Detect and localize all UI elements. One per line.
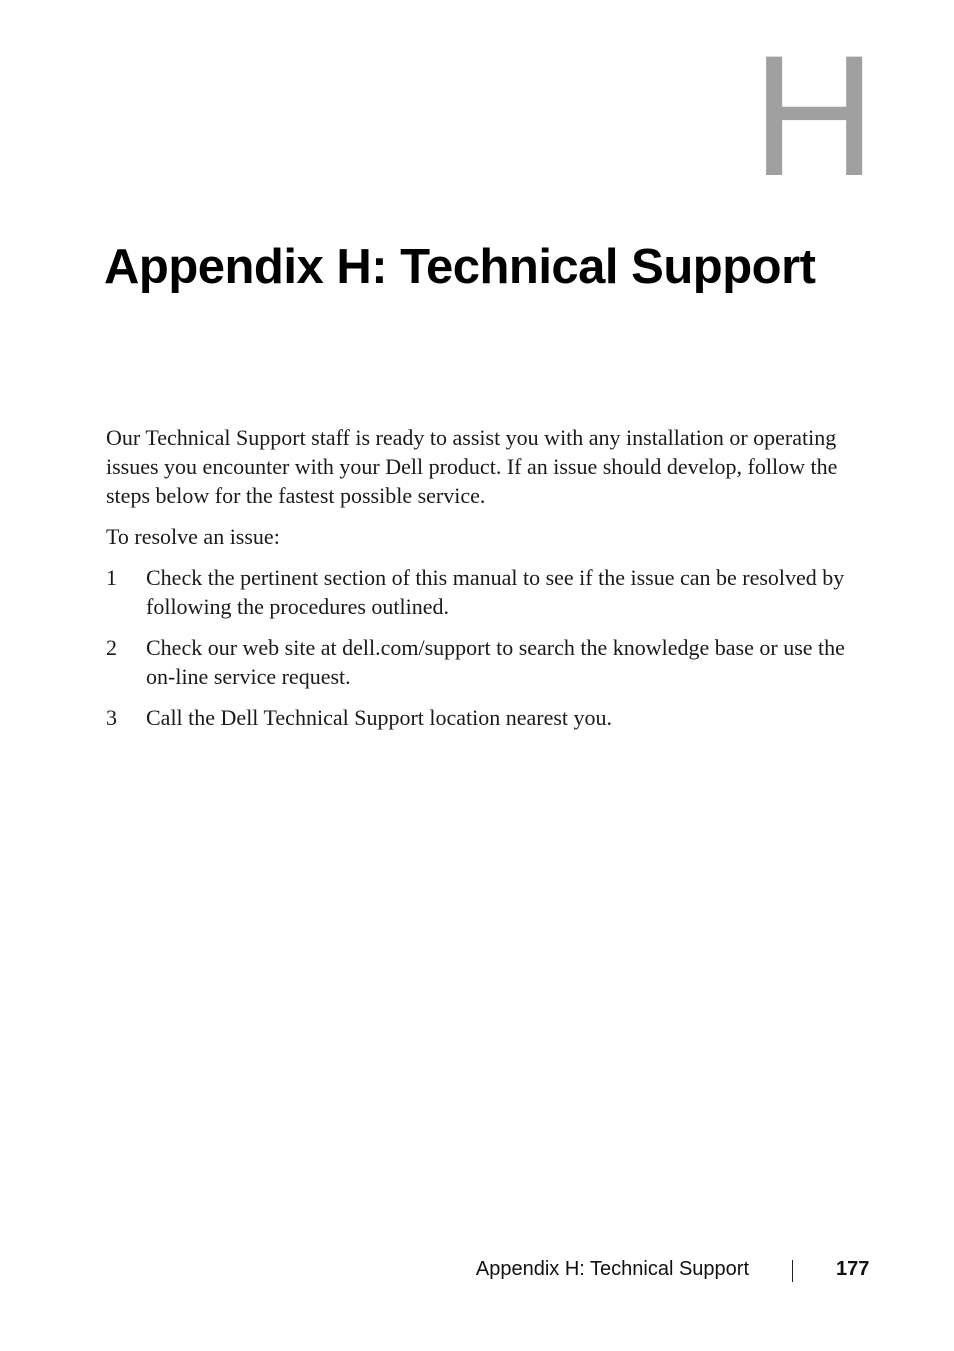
chapter-letter: H xyxy=(752,20,877,212)
step-text: Call the Dell Technical Support location nearest you. xyxy=(146,705,613,730)
list-item xyxy=(106,563,866,621)
step-number: 1 xyxy=(106,565,117,590)
steps-list xyxy=(106,563,866,732)
steps-heading: To resolve an issue: xyxy=(106,524,280,549)
intro-paragraph: Our Technical Support staff is ready to assist you with any installation or operating issues you encounter with your Dell product. If an issue should develop, follow the steps below for the fastest possible service. xyxy=(106,425,838,508)
body-content xyxy=(106,423,866,744)
list-item xyxy=(106,633,866,691)
step-text: Check the pertinent section of this manual to see if the issue can be resolved by following the procedures outlined. xyxy=(146,565,845,619)
page-number: 177 xyxy=(836,1258,870,1280)
page-title: Appendix H: Technical Support xyxy=(104,240,816,294)
footer-section-title: Appendix H: Technical Support xyxy=(475,1258,749,1280)
step-number: 3 xyxy=(106,705,117,730)
page-footer xyxy=(0,1258,954,1284)
step-number: 2 xyxy=(106,635,117,660)
list-item xyxy=(106,703,866,732)
step-text: Check our web site at dell.com/support to search the knowledge base or use the on-line service request. xyxy=(146,635,845,689)
footer-divider xyxy=(792,1260,793,1282)
